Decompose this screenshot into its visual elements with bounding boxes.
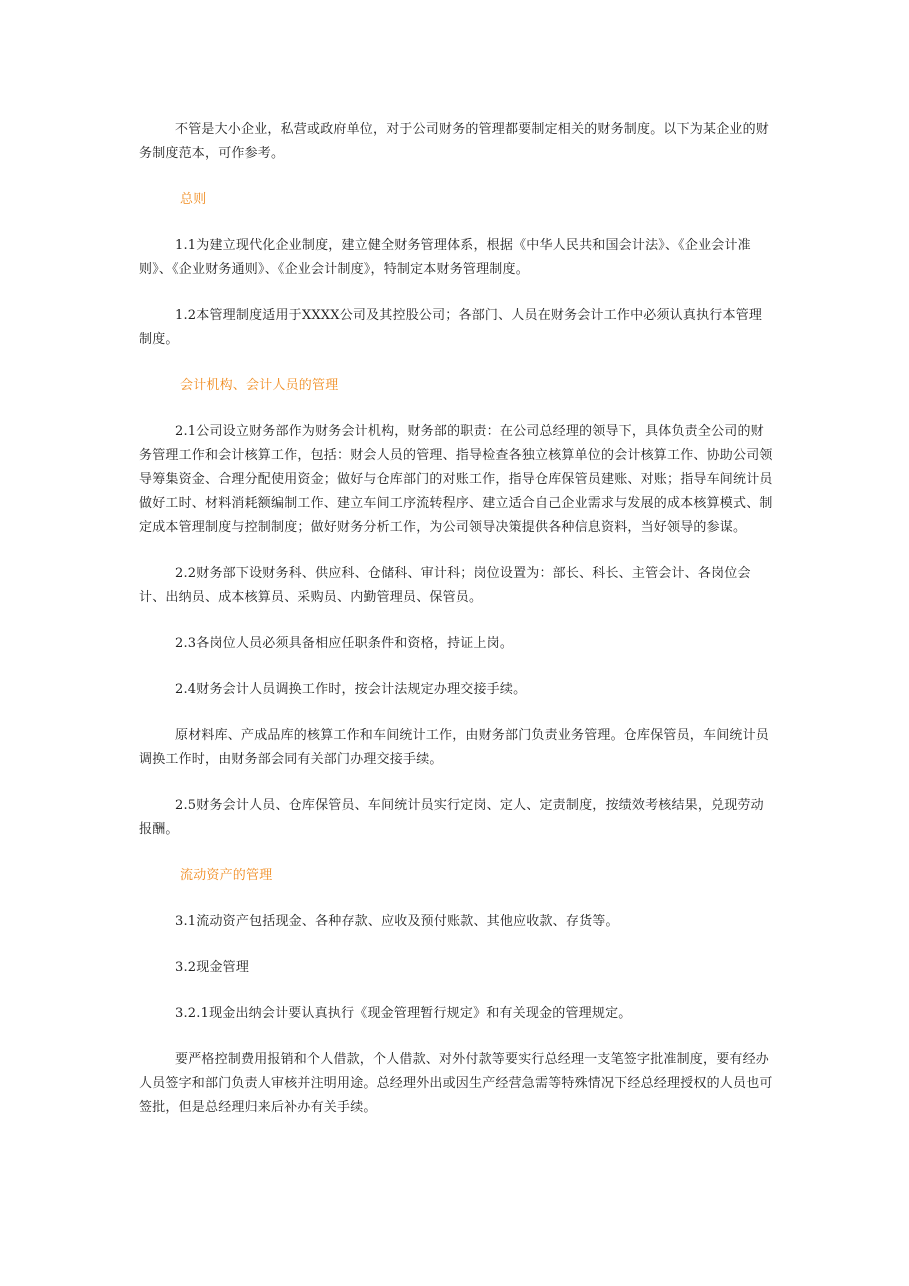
paragraph-1-2: 1.2本管理制度适用于XXXX公司及其控股公司；各部门、人员在财务会计工作中必须认真执行本管理制度。 [139,308,763,347]
paragraph-expense-control: 要严格控制费用报销和个人借款，个人借款、对外付款等要实行总经理一支笔签字批准制度，要有经办人员签字和部门负责人审核并注明用途。总经理外出或因生产经营急需等特殊情况下经总经理授权的人员也可签批，但是总经理归来后补办有关手续。 [139,1052,773,1115]
paragraph-3-2: 3.2现金管理 [175,960,250,975]
document-page [139,118,775,1120]
section-heading-general: 总则 [180,192,207,207]
paragraph-2-3: 2.3各岗位人员必须具备相应任职条件和资格，持证上岗。 [175,636,514,651]
paragraph-3-2-1: 3.2.1现金出纳会计要认真执行《现金管理暂行规定》和有关现金的管理规定。 [175,1006,632,1021]
paragraph-3-1: 3.1流动资产包括现金、各种存款、应收及预付账款、其他应收款、存货等。 [175,914,619,929]
paragraph-1-1: 1.1为建立现代化企业制度，建立健全财务管理体系，根据《中华人民共和国会计法》、《企业会计准则》、《企业财务通则》、《企业会计制度》，特制定本财务管理制度。 [139,238,751,277]
paragraph-2-4: 2.4财务会计人员调换工作时，按会计法规定办理交接手续。 [175,682,527,697]
paragraph-2-5: 2.5财务会计人员、仓库保管员、车间统计员实行定岗、定人、定责制度，按绩效考核结果，兑现劳动报酬。 [139,798,764,837]
paragraph-warehouse: 原材料库、产成品库的核算工作和车间统计工作，由财务部门负责业务管理。仓库保管员，车间统计员调换工作时，由财务部会同有关部门办理交接手续。 [139,728,770,767]
section-heading-accounting-staff: 会计机构、会计人员的管理 [180,378,339,393]
paragraph-2-2: 2.2财务部下设财务科、供应科、仓储科、审计科；岗位设置为：部长、科长、主管会计、各岗位会计、出纳员、成本核算员、采购员、内勤管理员、保管员。 [139,566,751,605]
intro-paragraph: 不管是大小企业，私营或政府单位，对于公司财务的管理都要制定相关的财务制度。以下为某企业的财务制度范本，可作参考。 [139,122,770,161]
paragraph-2-1: 2.1公司设立财务部作为财务会计机构，财务部的职责：在公司总经理的领导下，具体负责全公司的财务管理工作和会计核算工作，包括：财会人员的管理、指导检查各独立核算单位的会计核算工作、协助公司领导筹集资金、合理分配使用资金；做好与仓库部门的对账工作，指导仓库保管员建账、对账；指导车间统计员做好工时、材料消耗额编制工作、建立车间工序流转程序、建立适合自己企业需求与发展的成本核算模式、制定成本管理制度与控制制度；做好财务分析工作，为公司领导决策提供各种信息资料，当好领导的参谋。 [139,424,773,535]
section-heading-current-assets: 流动资产的管理 [180,868,273,883]
